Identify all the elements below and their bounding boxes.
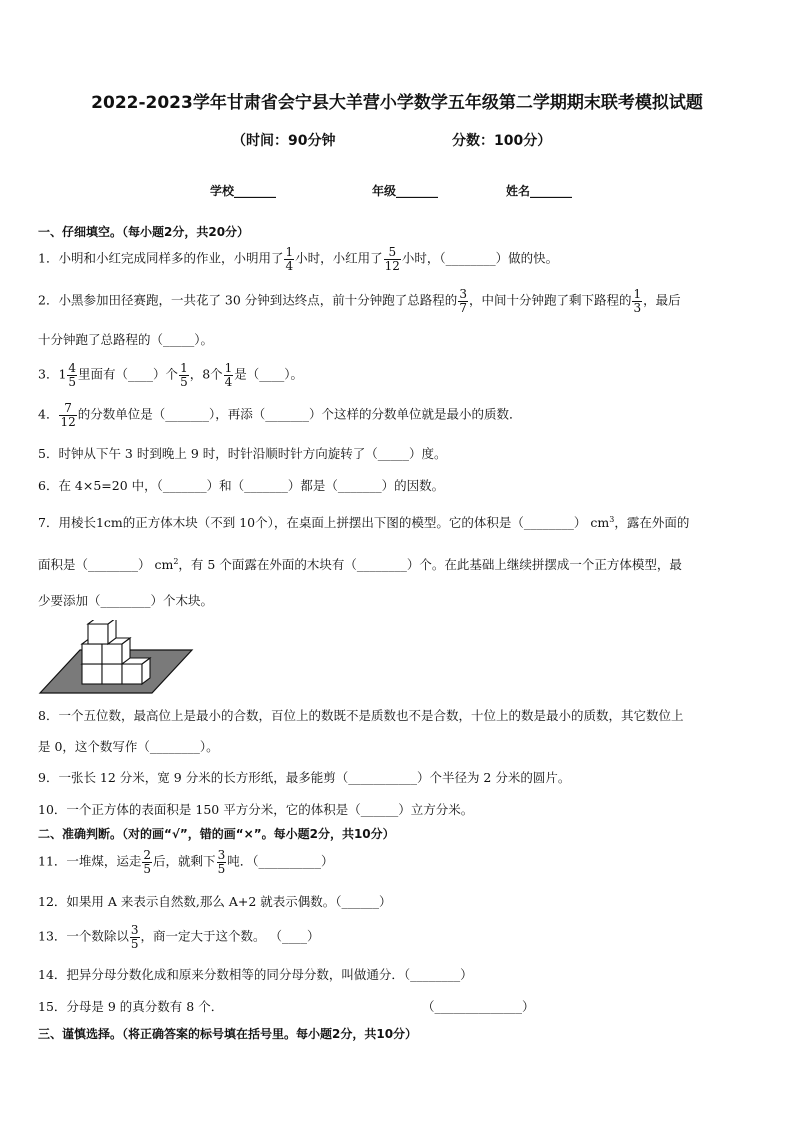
question-6: 6．在 4×5=20 中，（_______）和（_______）都是（_______）的因数。	[38, 478, 445, 493]
question-14: 14．把异分母分数化成和原来分数相等的同分母分数，叫做通分．（________）	[38, 967, 473, 982]
school-field: 学校_______	[210, 184, 277, 198]
fraction: $\frac{1}{5}$	[180, 361, 188, 389]
cube	[82, 664, 102, 684]
question-13: 13．一个数除以 $\frac{3}{5}$ ，商一定大于这个数。 （____）	[38, 923, 320, 951]
name-field: 姓名_______	[506, 184, 573, 198]
section-1-heading: 一、仔细填空。（每小题2分，共20分）	[38, 225, 250, 239]
question-15-answer-blank: （______________）	[422, 999, 535, 1014]
grade-field: 年级_______	[372, 184, 439, 198]
fraction: $\frac{3}{7}$	[459, 287, 467, 315]
total-score: 分数：100分）	[452, 133, 552, 149]
fraction: $\frac{3}{5}$	[130, 923, 139, 951]
question-7-line-2: 面积是（________） $cm^2$，有 5 个面露在外面的木块有（________）个。在此基础上继续拼摆成一个正方体模型，最	[38, 557, 682, 573]
cube	[88, 624, 108, 644]
question-4: 4． $\frac{7}{12}$ 的分数单位是（_______），再添（_______）个这样的分数单位就是最小的质数．	[38, 401, 522, 429]
fraction: $\frac{2}{5}$	[143, 848, 152, 876]
fraction: $\frac{1}{4}$	[285, 245, 294, 273]
question-12: 12．如果用 A 来表示自然数,那么 A+2 就表示偶数。（______）	[38, 894, 392, 909]
question-7-line-3: 少要添加（________）个木块。	[38, 593, 214, 608]
question-1: 1．小明和小红完成同样多的作业，小明用了 $\frac{1}{4}$ 小时，小红用了 $\frac{5}{12}$ 小时，（________）做的快。	[38, 245, 559, 273]
fraction: $\frac{1}{4}$	[224, 361, 233, 389]
section-2-heading: 二、准确判断。（对的画“√”，错的画“×”。每小题2分，共10分）	[38, 827, 395, 841]
cube	[122, 664, 142, 684]
question-5: 5．时钟从下午 3 时到晚上 9 时，时针沿顺时针方向旋转了（_____）度。	[38, 446, 447, 461]
question-11: 11．一堆煤，运走 $\frac{2}{5}$ 后，就剩下 $\frac{3}{5}$ 吨．（__________）	[38, 848, 334, 876]
question-2: 2．小黑参加田径赛跑，一共花了 30 分钟到达终点，前十分钟跑了总路程的 $\frac{3}{7}$ ，中间十分钟跑了剩下路程的 $\frac{1}{3}$ ，最后	[38, 287, 681, 315]
cube-model-figure	[38, 620, 198, 696]
question-7: 7．用棱长1cm的正方体木块（不到 10个），在桌面上拼摆出下图的模型。它的体积是（________） $cm^3$，露在外面的	[38, 515, 690, 531]
question-10: 10．一个正方体的表面积是 150 平方分米，它的体积是（______）立方分米。	[38, 802, 474, 817]
question-8: 8．一个五位数，最高位上是最小的合数，百位上的数既不是质数也不是合数，十位上的数是最小的质数，其它数位上	[38, 708, 684, 723]
section-3-heading: 三、谨慎选择。（将正确答案的标号填在括号里。每小题2分，共10分）	[38, 1027, 418, 1041]
cube	[82, 644, 102, 664]
fraction: $\frac{4}{5}$	[68, 361, 77, 389]
cube	[102, 644, 122, 664]
question-3: 3．1 $\frac{4}{5}$ 里面有（____）个 $\frac{1}{5}$ ，8个 $\frac{1}{4}$ 是（____）。	[38, 361, 304, 389]
fraction: $\frac{3}{5}$	[217, 848, 226, 876]
question-2-line-2: 十分钟跑了总路程的（_____）。	[38, 332, 214, 347]
cube	[102, 664, 122, 684]
time-limit: （时间：90分钟	[232, 133, 336, 149]
fraction: $\frac{1}{3}$	[633, 287, 642, 315]
fraction: $\frac{5}{12}$	[384, 245, 400, 273]
question-15: 15．分母是 9 的真分数有 8 个．	[38, 999, 224, 1014]
exam-title: 2022-2023学年甘肃省会宁县大羊营小学数学五年级第二学期期末联考模拟试题	[91, 93, 703, 113]
question-9: 9．一张长 12 分米，宽 9 分米的长方形纸，最多能剪（___________）个半径为 2 分米的圆片。	[38, 770, 571, 785]
question-8-line-2: 是 0，这个数写作（________）。	[38, 739, 219, 754]
fraction: $\frac{7}{12}$	[60, 401, 76, 429]
